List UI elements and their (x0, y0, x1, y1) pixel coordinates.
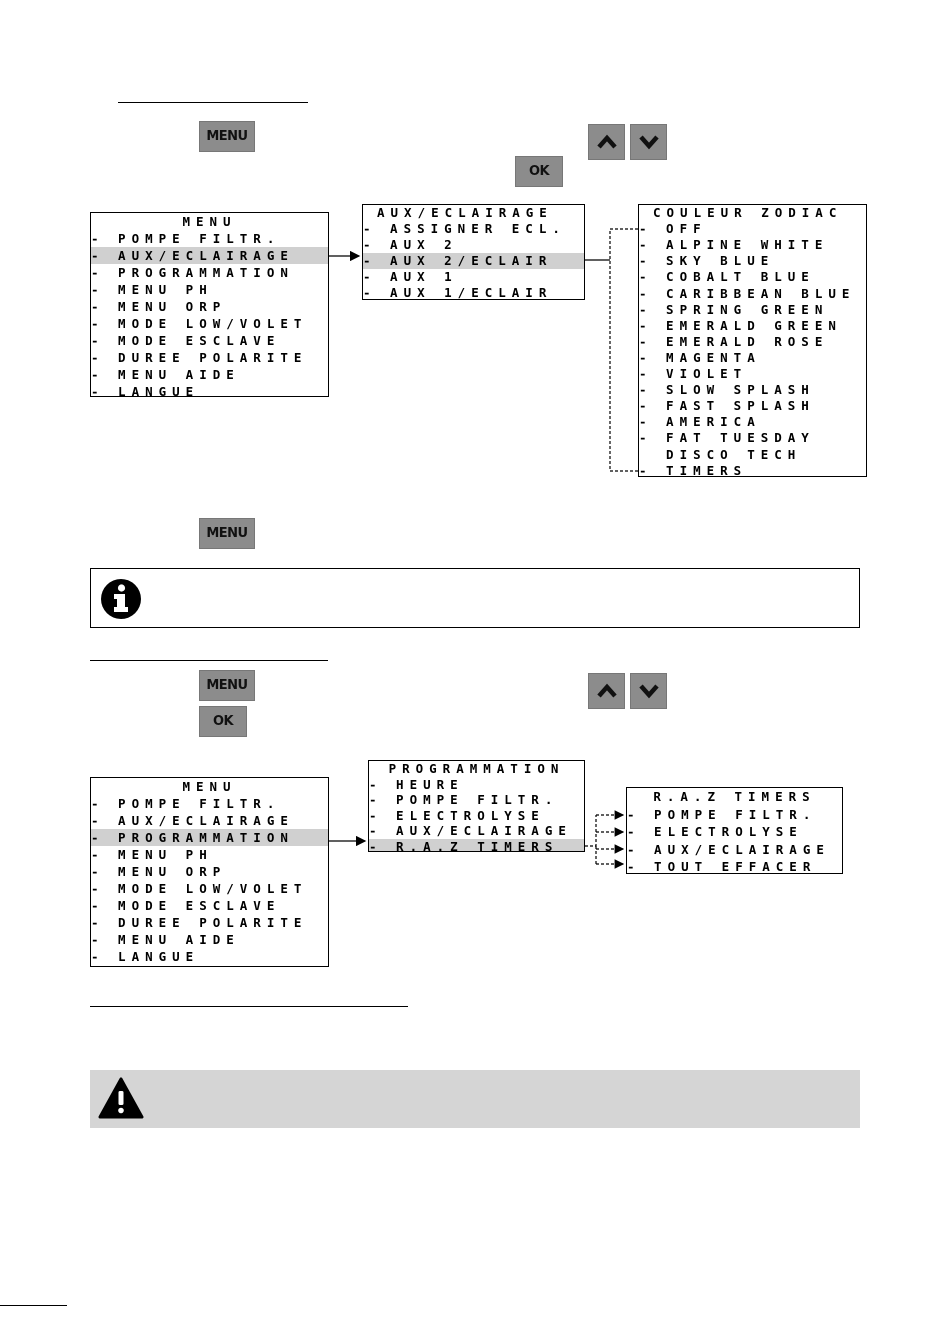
menu-item[interactable]: - MODE ESCLAVE (91, 898, 281, 913)
menu-button[interactable]: MENU (199, 121, 255, 152)
menu-item[interactable]: - MENU ORP (91, 299, 227, 314)
menu-item[interactable]: - SKY BLUE (639, 253, 775, 269)
menu-item[interactable]: - LANGUE (91, 384, 200, 397)
menu-item[interactable]: - AUX 2 (363, 237, 458, 252)
menu-item[interactable]: - ELECTROLYSE (369, 807, 545, 823)
menu-title: MENU (182, 779, 237, 794)
section-3-heading-underline (90, 1006, 408, 1007)
menu-item[interactable]: - POMPE FILTR. (627, 806, 817, 822)
menu-item[interactable]: DISCO TECH (639, 446, 802, 462)
menu-title: MENU (182, 214, 237, 229)
menu-item[interactable]: - MENU ORP (91, 864, 227, 879)
menu-item[interactable]: - DUREE POLARITE (91, 350, 308, 365)
menu-item[interactable]: - MENU AIDE (91, 932, 240, 947)
menu-item[interactable]: - AUX 2/ECLAIR (363, 253, 584, 269)
menu-item[interactable]: - MENU PH (91, 282, 213, 297)
menu-title: AUX/ECLAIRAGE (377, 205, 553, 220)
menu-item[interactable]: - OFF (639, 221, 707, 237)
menu-item[interactable]: - AUX 1/ECLAIR (363, 285, 553, 300)
menu-item[interactable]: - EMERALD ROSE (639, 333, 829, 349)
menu-item[interactable]: - SLOW SPLASH (639, 382, 815, 398)
menu-item[interactable]: - R.A.Z TIMERS (369, 839, 584, 852)
menu-item[interactable]: - MAGENTA (639, 349, 761, 365)
menu-item[interactable]: - HEURE (369, 776, 464, 792)
menu-item[interactable]: - CARIBBEAN BLUE (639, 285, 856, 301)
menu-item[interactable]: - TIMERS (639, 462, 748, 477)
menu-title: PROGRAMMATION (388, 761, 565, 776)
menu-item[interactable]: - POMPE FILTR. (369, 792, 559, 808)
menu-item[interactable]: - MODE LOW/VOLET (91, 316, 308, 331)
menu-item[interactable]: - MENU AIDE (91, 367, 240, 382)
menu-item[interactable]: - COBALT BLUE (639, 269, 815, 285)
menu-item[interactable]: - AUX/ECLAIRAGE (91, 247, 328, 264)
menu-item[interactable]: - AUX 1 (363, 269, 458, 284)
warning-note-box (90, 1070, 860, 1128)
menu-item[interactable]: - PROGRAMMATION (91, 829, 328, 846)
ok-button-2[interactable]: OK (199, 706, 247, 737)
menu-title: COULEUR ZODIAC (653, 205, 843, 220)
menu-item[interactable]: - EMERALD GREEN (639, 317, 842, 333)
menu-item[interactable]: - MENU PH (91, 847, 213, 862)
menu-item[interactable]: - SPRING GREEN (639, 301, 829, 317)
menu-item[interactable]: - MODE ESCLAVE (91, 333, 281, 348)
menu-item[interactable]: - FAT TUESDAY (639, 430, 815, 446)
menu-button-return[interactable]: MENU (199, 518, 255, 549)
warning-icon (98, 1077, 144, 1119)
menu-item[interactable]: - TOUT EFFACER (627, 859, 817, 874)
menu-item[interactable]: - ELECTROLYSE (627, 824, 803, 840)
menu-item[interactable]: - AUX/ECLAIRAGE (91, 813, 294, 828)
menu-item[interactable]: - PROGRAMMATION (91, 265, 294, 280)
menu-item[interactable]: - ALPINE WHITE (639, 237, 829, 253)
menu-item[interactable]: - MODE LOW/VOLET (91, 881, 308, 896)
menu-item[interactable]: - VIOLET (639, 366, 748, 381)
dashed-connector-raz (585, 815, 596, 846)
menu-item[interactable]: - ASSIGNER ECL. (363, 221, 566, 236)
footer-rule (0, 1305, 67, 1306)
menu-item[interactable]: - FAST SPLASH (639, 398, 815, 414)
menu-item[interactable]: - DUREE POLARITE (91, 915, 308, 930)
menu-item[interactable]: - AUX/ECLAIRAGE (369, 823, 572, 839)
menu-button-2[interactable]: MENU (199, 670, 255, 701)
menu-item[interactable]: - AMERICA (639, 414, 761, 430)
menu-item[interactable]: - POMPE FILTR. (91, 231, 281, 246)
menu-item[interactable]: - LANGUE (91, 949, 200, 964)
menu-item[interactable]: - AUX/ECLAIRAGE (627, 841, 830, 857)
menu-title: R.A.Z TIMERS (653, 789, 816, 804)
menu-item[interactable]: - POMPE FILTR. (91, 796, 281, 811)
ok-button[interactable]: OK (515, 156, 563, 187)
